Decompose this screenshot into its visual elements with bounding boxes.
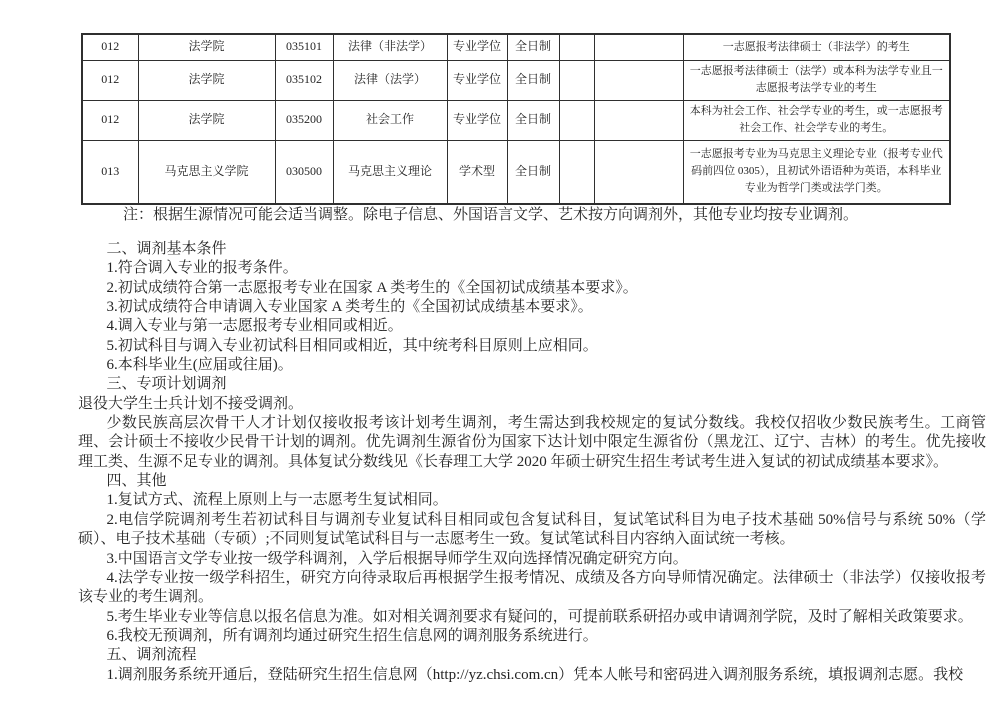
list-item: 6.我校无预调剂，所有调剂均通过研究生招生信息网的调剂服务系统进行。 [106, 627, 598, 644]
cell-major-code: 035200 [275, 100, 333, 140]
cell-study-mode: 全日制 [507, 34, 559, 60]
cell-empty [594, 34, 683, 60]
cell-major: 法律（非法学） [333, 34, 447, 60]
section-heading-5: 五、调剂流程 [106, 647, 197, 664]
cell-empty [594, 100, 683, 140]
cell-degree-type: 专业学位 [447, 34, 507, 60]
list-item: 2.电信学院调剂考生若初试科目与调剂专业复试科目相同或包含复试科目，复试笔试科目为电子技术基础 50%信号与系统 50%（学硕）、电子技术基础（专硕）;不同则复试笔试科目与一志愿考生一致。复试笔试科目内容纳入面试统一考核。 [78, 511, 986, 548]
list-item: 3.中国语言文学专业按一级学科调剂，入学后根据导师学生双向选择情况确定研究方向。 [106, 550, 688, 567]
policy-text [78, 240, 986, 685]
cell-major: 法律（法学） [333, 60, 447, 100]
list-item: 4.调入专业与第一志愿报考专业相同或相近。 [106, 318, 403, 335]
cell-study-mode: 全日制 [507, 140, 559, 204]
list-item: 3.初试成绩符合申请调入专业国家 A 类考生的《全国初试成绩基本要求》。 [106, 299, 593, 316]
cell-major: 马克思主义理论 [333, 140, 447, 204]
cell-degree-type: 专业学位 [447, 60, 507, 100]
cell-dept-code: 012 [82, 34, 138, 60]
cell-major-code: 030500 [275, 140, 333, 204]
section-heading-4: 四、其他 [106, 473, 167, 490]
cell-college: 法学院 [138, 100, 275, 140]
table-row [82, 60, 950, 100]
list-item: 5.考生毕业专业等信息以报名信息为准。如对相关调剂要求有疑问的，可提前联系研招办或申请调剂学院，及时了解相关政策要求。 [106, 608, 973, 625]
table-row [82, 34, 950, 60]
cell-empty [559, 60, 594, 100]
table-row [82, 140, 950, 204]
cell-degree-type: 学术型 [447, 140, 507, 204]
cell-remark: 一志愿报考专业为马克思主义理论专业（报考专业代码前四位 0305），且初试外语语种为英语，本科毕业专业为哲学门类或法学门类。 [683, 140, 950, 204]
table-row [82, 100, 950, 140]
cell-college: 法学院 [138, 34, 275, 60]
cell-remark: 一志愿报考法律硕士（法学）或本科为法学专业且一志愿报考法学专业的考生 [683, 60, 950, 100]
paragraph: 退役大学生士兵计划不接受调剂。 [78, 395, 304, 412]
cell-major-code: 035101 [275, 34, 333, 60]
cell-study-mode: 全日制 [507, 100, 559, 140]
cell-college: 马克思主义学院 [138, 140, 275, 204]
section-heading-2: 二、调剂基本条件 [106, 241, 227, 257]
cell-empty [594, 140, 683, 204]
table-note: 注：根据生源情况可能会适当调整。除电子信息、外国语言文学、艺术按方向调剂外，其他专业均按专业调剂。 [123, 207, 859, 223]
cell-empty [594, 60, 683, 100]
cell-major-code: 035102 [275, 60, 333, 100]
cell-remark: 一志愿报考法律硕士（非法学）的考生 [683, 34, 950, 60]
list-item: 1.复试方式、流程上原则上与一志愿考生复试相同。 [106, 492, 448, 509]
cell-study-mode: 全日制 [507, 60, 559, 100]
section-heading-3: 三、专项计划调剂 [106, 376, 227, 393]
list-item: 5.初试科目与调入专业初试科目相同或相近，其中统考科目原则上应相同。 [106, 337, 598, 354]
cell-degree-type: 专业学位 [447, 100, 507, 140]
cell-empty [559, 34, 594, 60]
list-item: 2.初试成绩符合第一志愿报考专业在国家 A 类考生的《全国初试成绩基本要求》。 [106, 279, 638, 296]
list-item: 6.本科毕业生(应届或往届)。 [106, 357, 293, 374]
paragraph: 少数民族高层次骨干人才计划仅接收报考该计划考生调剂，考生需达到我校规定的复试分数线。我校仅招收少数民族考生。工商管理、会计硕士不接收少民骨干计划的调剂。优先调剂生源省份为国家下达计划中限定生源省份（黑龙江、辽宁、吉林）的考生。优先接收理工类、生源不足专业的调剂。具体复试分数线见《长春理工大学 2020 年硕士研究生招生考试考生进入复试的初试成绩基本要求》。 [78, 415, 986, 470]
admission-adjustment-table [81, 33, 951, 205]
list-item: 4.法学专业按一级学科招生，研究方向待录取后再根据学生报考情况、成绩及各方向导师情况确定。法律硕士（非法学）仅接收报考该专业的考生调剂。 [78, 569, 986, 606]
cell-major: 社会工作 [333, 100, 447, 140]
list-item: 1.符合调入专业的报考条件。 [106, 260, 298, 277]
cell-dept-code: 012 [82, 100, 138, 140]
cell-college: 法学院 [138, 60, 275, 100]
list-item: 1.调剂服务系统开通后，登陆研究生招生信息网（http://yz.chsi.com.cn）凭本人帐号和密码进入调剂服务系统，填报调剂志愿。我校 [106, 666, 964, 683]
cell-empty [559, 140, 594, 204]
cell-dept-code: 012 [82, 60, 138, 100]
cell-remark: 本科为社会工作、社会学专业的考生，或一志愿报考社会工作、社会学专业的考生。 [683, 100, 950, 140]
cell-empty [559, 100, 594, 140]
cell-dept-code: 013 [82, 140, 138, 204]
